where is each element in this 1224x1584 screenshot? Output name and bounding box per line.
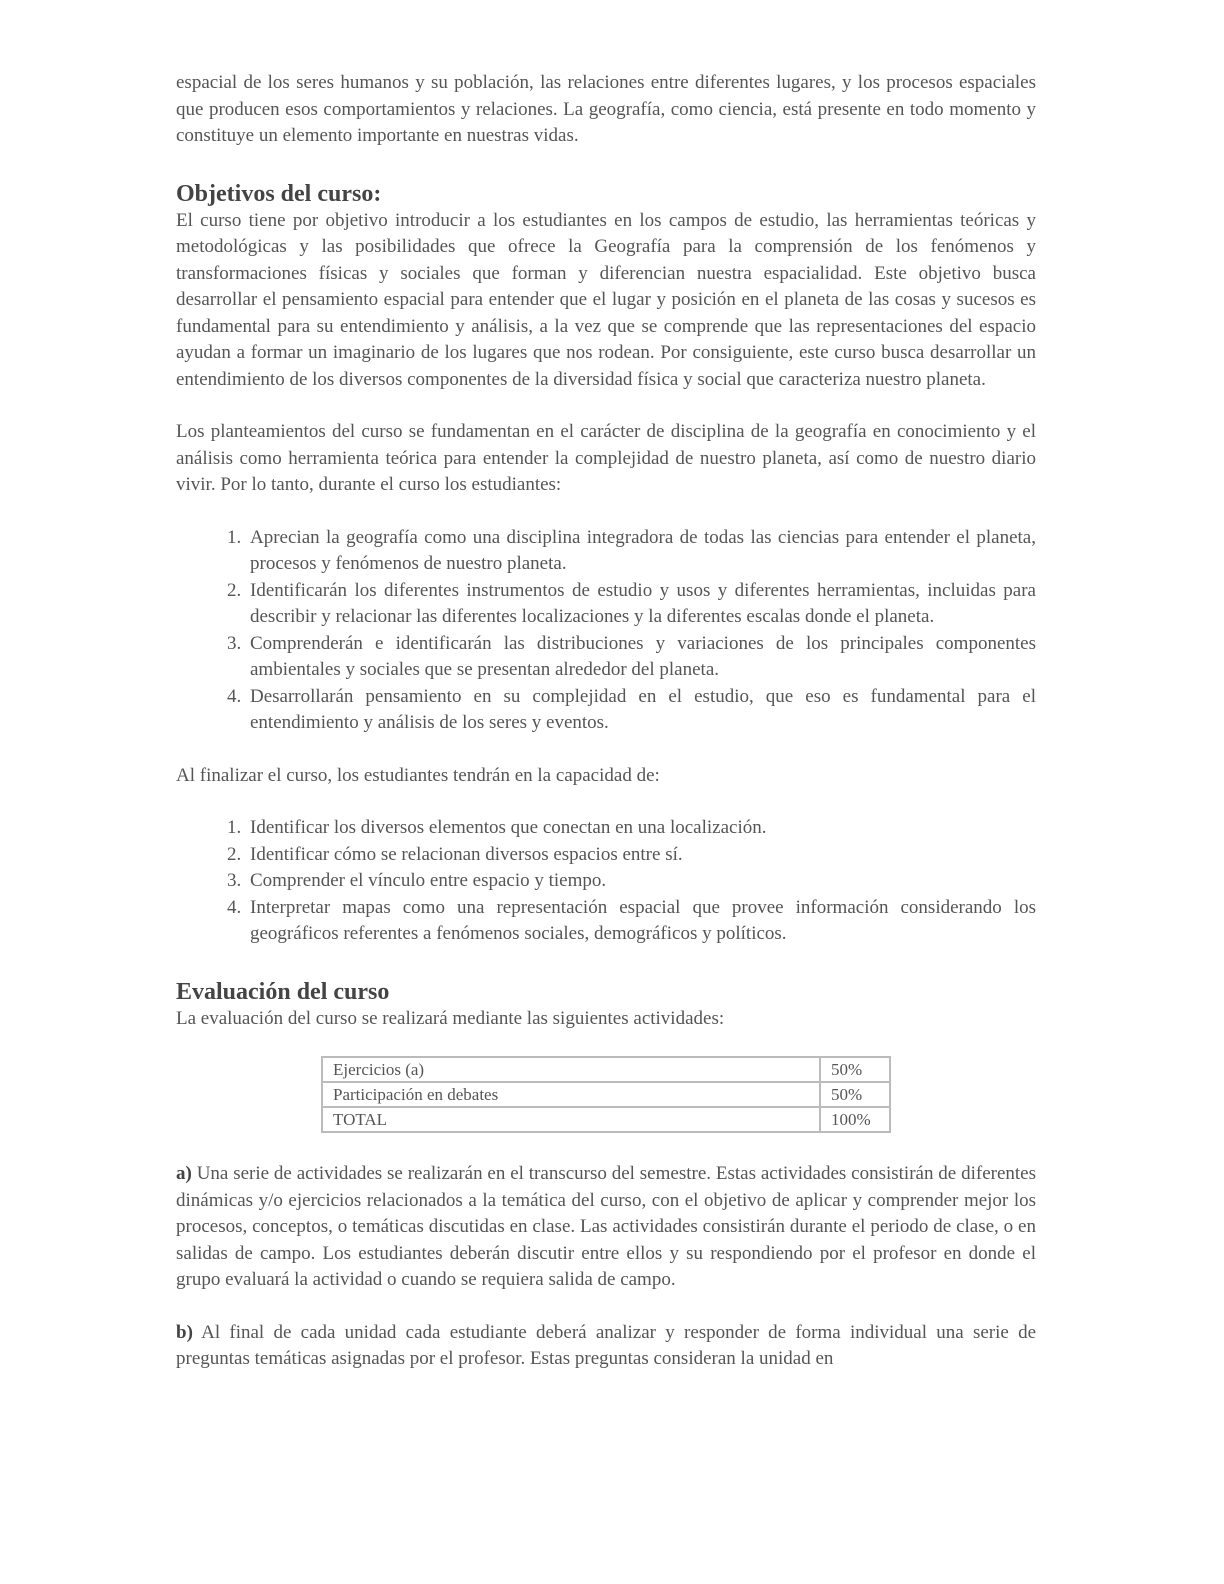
percent-cell: 100% — [820, 1107, 890, 1132]
list-item: 1. Identificar los diversos elementos que conectan en una localización. — [246, 815, 1036, 842]
list-item: 4. Desarrollarán pensamiento en su complejidad en el estudio, que eso es fundamental para el entendimiento y análisis de los seres y eventos. — [246, 684, 1036, 737]
note-text: Una serie de actividades se realizarán en el transcurso del semestre. Estas actividades consistirán de diferentes dinámicas y/o ejercicios relacionados a la temática del curso, con el objetivo de aplicar y comprender mejor los procesos, conceptos, o temáticas discutidas en clase. Las actividades consistirán durante el periodo de clase, o en salidas de campo. Los estudiantes deberán discutir entre ellos y su respondiendo por el profesor en donde el grupo evaluará la actividad o cuando se requiera salida de campo. — [176, 1163, 1037, 1290]
table-row — [322, 1082, 890, 1107]
intro-paragraph: espacial de los seres humanos y su población, las relaciones entre diferentes lugares, y los procesos espaciales que producen esos comportamientos y relaciones. La geografía, como ciencia, está presente en todo momento y constituye un elemento importante en nuestras vidas. — [176, 72, 1036, 146]
outcomes-intro: Al finalizar el curso, los estudiantes tendrán en la capacidad de: — [176, 764, 660, 786]
outcomes-list — [176, 815, 1036, 948]
note-label: a) — [176, 1163, 192, 1184]
evaluation-table — [321, 1056, 891, 1133]
table-row — [322, 1057, 890, 1082]
objectives-heading: Objetivos del curso: — [176, 180, 382, 207]
table-row — [322, 1107, 890, 1132]
objectives-list — [176, 525, 1036, 737]
objectives-paragraph-2: Los planteamientos del curso se fundamentan en el carácter de disciplina de la geografía en conocimiento y el análisis como herramienta teórica para entender la complejidad de nuestro planeta, así como de nuestro diario vivir. Por lo tanto, durante el curso los estudiantes: — [176, 421, 1036, 495]
activity-cell: Ejercicios (a) — [322, 1057, 820, 1082]
list-item: 3. Comprenderán e identificarán las distribuciones y variaciones de los principales componentes ambientales y sociales que se presentan alrededor del planeta. — [246, 631, 1036, 684]
note-label: b) — [176, 1321, 193, 1343]
list-item: 3. Comprender el vínculo entre espacio y tiempo. — [246, 868, 1036, 895]
note-text: Al final de cada unidad cada estudiante deberá analizar y responder de forma individual una serie de preguntas temáticas asignadas por el profesor. Estas preguntas consideran la unidad en — [176, 1321, 1036, 1369]
objectives-paragraph-1: El curso tiene por objetivo introducir a los estudiantes en los campos de estudio, las herramientas teóricas y metodológicas y las posibilidades que ofrece la Geografía para la comprensión de los fenómenos y transformaciones físicas y sociales que forman y diferencian nuestra espacialidad. Este objetivo busca desarrollar el pensamiento espacial para entender que el lugar y posición en el planeta de las cosas y sucesos es fundamental para su entendimiento y análisis, a la vez que se comprende que las representaciones del espacio ayudan a formar un imaginario de los lugares que nos rodean. Por consiguiente, este curso busca desarrollar un entendimiento de los diversos componentes de la diversidad física y social que caracteriza nuestro planeta. — [176, 209, 1036, 390]
evaluation-intro: La evaluación del curso se realizará mediante las siguientes actividades: — [176, 1007, 725, 1029]
list-item: 4. Interpretar mapas como una representación espacial que provee información considerando los geográficos referentes a fenómenos sociales, demográficos y políticos. — [246, 895, 1036, 948]
document-page — [176, 70, 1036, 1373]
activity-cell: Participación en debates — [322, 1082, 820, 1107]
percent-cell: 50% — [820, 1082, 890, 1107]
list-item: 1. Aprecian la geografía como una disciplina integradora de todas las ciencias para entender el planeta, procesos y fenómenos de nuestro planeta. — [246, 525, 1036, 578]
list-item: 2. Identificar cómo se relacionan diversos espacios entre sí. — [246, 842, 1036, 869]
activity-cell: TOTAL — [322, 1107, 820, 1132]
list-item: 2. Identificarán los diferentes instrumentos de estudio y usos y diferentes herramientas, incluidas para describir y relacionar las diferentes localizaciones y la diferentes escalas donde el planeta. — [246, 578, 1036, 631]
evaluation-note-b — [176, 1320, 1036, 1373]
evaluation-note-a — [176, 1161, 1036, 1294]
percent-cell: 50% — [820, 1057, 890, 1082]
evaluation-heading: Evaluación del curso — [176, 978, 390, 1005]
